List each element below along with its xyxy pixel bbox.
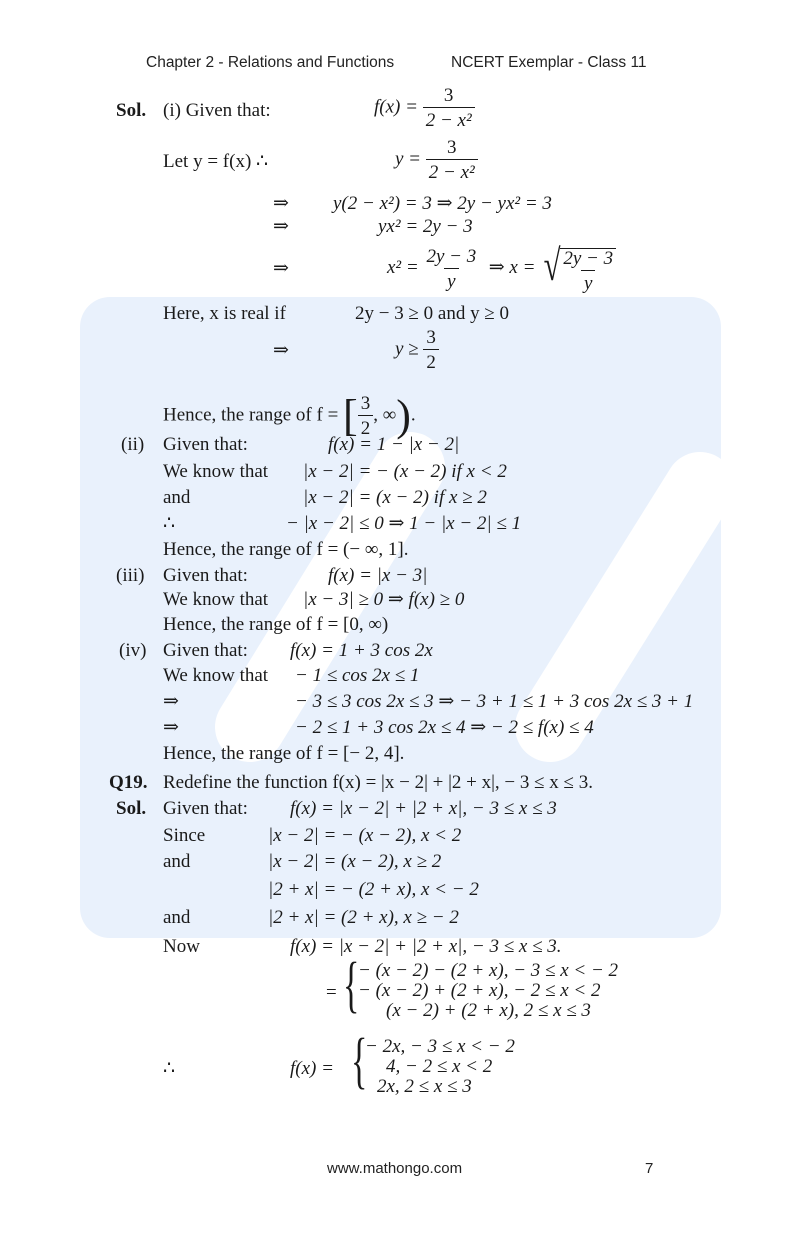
q19-sol-label: Sol.: [116, 798, 147, 819]
final-lhs: f(x) =: [290, 1058, 334, 1079]
part-iv-marker: (iv): [119, 640, 147, 661]
part-iv-know-label: We know that: [163, 665, 269, 686]
part-iv-step1: − 3 ≤ 3 cos 2x ≤ 3 ⇒ − 3 + 1 ≤ 1 + 3 cos 2x ≤ 3 + 1: [295, 691, 694, 712]
q19-now-expr: f(x) = |x − 2| + |2 + x|, − 3 ≤ x ≤ 3.: [290, 936, 562, 957]
part-i-step2: yx² = 2y − 3: [378, 216, 473, 237]
chapter-title: Chapter 2 - Relations and Functions: [146, 54, 395, 71]
therefore-symbol: ∴: [163, 1058, 176, 1079]
implies-arrow: ⇒: [273, 216, 289, 237]
part-iii-know-expr: |x − 3| ≥ 0 ⇒ f(x) ≥ 0: [303, 589, 465, 610]
part-iv-given-label: Given that:: [163, 640, 248, 661]
q19-and2-expr: |2 + x| = (2 + x), x ≥ − 2: [268, 907, 459, 928]
part-iii-marker: (iii): [116, 565, 145, 586]
implies-arrow: ⇒: [163, 691, 179, 712]
left-brace-icon: {: [343, 951, 360, 1019]
part-i-ineq: y ≥ $\frac{3}{2}$: [395, 328, 439, 372]
part-ii-and-label: and: [163, 487, 191, 508]
part-i-step3: x² = $\frac{2y - 3}{y}$ ⇒ x = √ $\frac{2y - 3}{y}$: [387, 244, 616, 293]
part-i-let-expr: y = $\frac{3}{\text{2 − x²}}$: [395, 138, 478, 182]
book-title: NCERT Exemplar - Class 11: [451, 54, 647, 71]
part-ii-know-expr: |x − 2| = − (x − 2) if x < 2: [303, 461, 507, 482]
part-i-real-label: Here, x is real if: [163, 303, 286, 324]
part-iii-given-label: Given that:: [163, 565, 248, 586]
part-ii-given-expr: f(x) = 1 − |x − 2|: [328, 434, 460, 455]
final-case-3: 2x, 2 ≤ x ≤ 3: [377, 1076, 472, 1097]
q19-line3-expr: |2 + x| = − (2 + x), x < − 2: [268, 879, 479, 900]
part-i-given-expr: f(x) = $\frac{3}{\text{2 − x²}}$: [374, 86, 475, 130]
footer-url[interactable]: www.mathongo.com: [327, 1160, 463, 1177]
q19-now-label: Now: [163, 936, 200, 957]
page-number: 7: [645, 1160, 654, 1177]
part-ii-given-label: Given that:: [163, 434, 248, 455]
part-ii-and-expr: |x − 2| = (x − 2) if x ≥ 2: [303, 487, 487, 508]
q19-given-label: Given that:: [163, 798, 248, 819]
part-ii-therefore-expr: − |x − 2| ≤ 0 ⇒ 1 − |x − 2| ≤ 1: [286, 513, 522, 534]
therefore-symbol: ∴: [163, 513, 176, 534]
implies-arrow: ⇒: [163, 717, 179, 738]
q19-and2-label: and: [163, 907, 191, 928]
q19-label: Q19.: [109, 772, 148, 793]
q19-question: Redefine the function f(x) = |x − 2| + |2 + x|, − 3 ≤ x ≤ 3.: [163, 772, 593, 793]
implies-arrow: ⇒: [273, 258, 289, 279]
piecewise-case-3: (x − 2) + (2 + x), 2 ≤ x ≤ 3: [386, 1000, 591, 1021]
final-case-2: 4, − 2 ≤ x < 2: [386, 1056, 493, 1077]
piecewise-case-1: − (x − 2) − (2 + x), − 3 ≤ x < − 2: [358, 960, 619, 981]
q19-since-label: Since: [163, 825, 206, 846]
part-iii-given-expr: f(x) = |x − 3|: [328, 565, 428, 586]
part-ii-marker: (ii): [121, 434, 145, 455]
part-i-step1: y(2 − x²) = 3 ⇒ 2y − yx² = 3: [333, 193, 552, 214]
sol-label: Sol.: [116, 100, 147, 121]
part-iv-step2: − 2 ≤ 1 + 3 cos 2x ≤ 4 ⇒ − 2 ≤ f(x) ≤ 4: [295, 717, 594, 738]
part-iii-range: Hence, the range of f = [0, ∞): [163, 614, 389, 635]
q19-given-expr: f(x) = |x − 2| + |2 + x|, − 3 ≤ x ≤ 3: [290, 798, 557, 819]
implies-arrow: ⇒: [273, 193, 289, 214]
part-iv-range: Hence, the range of f = [− 2, 4].: [163, 743, 405, 764]
implies-arrow: ⇒: [273, 340, 289, 361]
piecewise-equals: =: [326, 982, 337, 1003]
q19-and1-expr: |x − 2| = (x − 2), x ≥ 2: [268, 851, 442, 872]
q19-and1-label: and: [163, 851, 191, 872]
part-ii-range: Hence, the range of f = (− ∞, 1].: [163, 539, 409, 560]
piecewise-case-2: − (x − 2) + (2 + x), − 2 ≤ x < 2: [358, 980, 601, 1001]
left-brace-icon: {: [351, 1027, 368, 1095]
part-i-given: (i) Given that:: [163, 100, 271, 121]
part-iv-know-expr: − 1 ≤ cos 2x ≤ 1: [295, 665, 420, 686]
part-iv-given-expr: f(x) = 1 + 3 cos 2x: [290, 640, 433, 661]
part-ii-know-label: We know that: [163, 461, 269, 482]
part-i-range: Hence, the range of f = [ $\frac{3}{2}$ , ∞).: [163, 391, 416, 440]
part-i-real-cond: 2y − 3 ≥ 0 and y ≥ 0: [355, 303, 510, 324]
final-case-1: − 2x, − 3 ≤ x < − 2: [365, 1036, 515, 1057]
part-i-let: Let y = f(x) ∴: [163, 151, 269, 172]
part-iii-know-label: We know that: [163, 589, 269, 610]
q19-since-expr: |x − 2| = − (x − 2), x < 2: [268, 825, 462, 846]
